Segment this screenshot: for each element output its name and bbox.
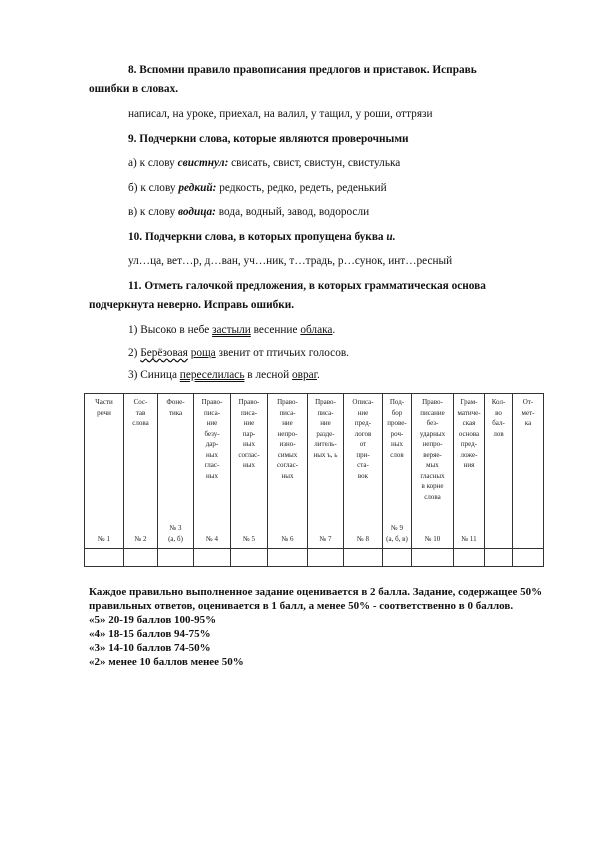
- table-task-number: № 4: [206, 535, 218, 543]
- table-task-number: № 3 (а, б): [168, 524, 183, 543]
- table-task-number: № 8: [357, 535, 369, 543]
- table-header-unstressed-vowels: Право- писа- ние безу- дар- ных глас- ных: [201, 398, 223, 480]
- s1-predicate: застыли: [212, 324, 251, 336]
- table-task-number: № 5: [243, 535, 255, 543]
- grading-line-4: «4» 18-15 баллов 94-75%: [89, 628, 211, 640]
- table-task-number: № 2: [134, 535, 147, 543]
- table-header-unverifiable-vowels: Право- писание без- ударных непро- веряе- мых гласных в корне слова: [419, 398, 446, 501]
- task9-b-prefix: б) к слову: [128, 182, 179, 194]
- table-header-parts-of-speech: Части речи: [95, 398, 113, 417]
- s3-part-a: 3) Синица: [128, 369, 180, 381]
- grading-line-6: «2» менее 10 баллов менее 50%: [89, 656, 244, 668]
- table-header-prepositions-prefixes: Описа- ние пред- логов от при- ста- вок: [352, 398, 374, 480]
- table-task-number: № 11: [461, 535, 477, 543]
- task10-heading: [128, 231, 396, 244]
- table-task-number: № 10: [424, 535, 441, 543]
- grading-line-5: «3» 14-10 баллов 74-50%: [89, 642, 211, 654]
- table-header-paired-consonants: Право- писа- ние пар- ных соглас- ных: [238, 398, 260, 469]
- task9-a-word: свистнул:: [177, 157, 229, 169]
- table-header-grammatical-basis: Грам- матиче- ская основа пред- ложе- ния: [457, 398, 481, 469]
- grading-line-3: «5» 20-19 баллов 100-95%: [89, 614, 217, 626]
- task11-heading-line1: 11. Отметь галочкой предложения, в которых грамматическая основа: [128, 280, 486, 292]
- task11-sentence-3: [128, 369, 320, 382]
- task11-heading-line2: подчеркнута неверно. Исправь ошибки.: [89, 299, 295, 311]
- table-header-word-structure: Сос- тав слова: [132, 398, 149, 427]
- task9-b-rest: редкость, редко, редеть, реденький: [216, 182, 387, 194]
- s2-attribute: Берёзовая: [140, 347, 188, 359]
- s1-part-e: .: [332, 324, 336, 336]
- s3-part-e: .: [316, 369, 320, 381]
- s3-predicate: переселилась: [179, 369, 245, 381]
- task9-heading: 9. Подчеркни слова, которые являются проверочными: [128, 133, 409, 145]
- s3-object: овраг: [291, 369, 317, 381]
- task10-heading-text: 10. Подчеркни слова, в которых пропущена буква: [128, 231, 387, 243]
- table-header-silent-consonants: Право- писа- ние непро- изно- симых соглас- ных: [276, 398, 299, 480]
- task8-words: написал, на уроке, приехал, на валил, у тащил, у роши, оттрязи: [128, 108, 433, 120]
- table-task-number: № 7: [319, 535, 332, 543]
- s2-part-e: звенит от птичьих голосов.: [215, 347, 350, 359]
- grading-line-2: правильных ответов, оценивается в 1 балл, а менее 50% - соответственно в 0 баллов.: [89, 600, 514, 612]
- task10-words: ул…ца, вет…р, д…ван, уч…ник, т…традь, р…сунок, инт…ресный: [128, 255, 453, 267]
- task9-c-prefix: в) к слову: [128, 206, 178, 218]
- task11-sentence-1: [128, 324, 335, 337]
- task9-item-c: [128, 206, 369, 219]
- task11-sentence-2: [128, 347, 349, 360]
- s1-part-c: весенние: [250, 324, 301, 336]
- table-header-check-words: Под- бор прове- роч- ных слов: [387, 398, 407, 459]
- task9-a-prefix: а) к слову: [128, 157, 178, 169]
- table-header-grade: От- мет- ка: [521, 398, 535, 427]
- task9-item-a: [128, 157, 400, 170]
- s2-part-a: 2): [128, 347, 141, 359]
- s1-part-a: 1) Высоко в небе: [128, 324, 213, 336]
- task9-item-b: [128, 182, 387, 195]
- s3-part-c: в лесной: [244, 369, 292, 381]
- task9-b-word: редкий:: [178, 182, 217, 194]
- task9-c-word: водица:: [177, 206, 216, 218]
- task10-heading-letter: и.: [386, 231, 396, 243]
- table-task-number: № 9 (а, б, в): [386, 524, 408, 543]
- task8-heading-line2: ошибки в словах.: [89, 83, 179, 95]
- s2-subject: роща: [190, 347, 216, 359]
- task9-c-rest: вода, водный, завод, водоросли: [215, 206, 370, 218]
- table-header-phonetics: Фоне- тика: [166, 398, 185, 417]
- table-task-number: № 1: [98, 535, 110, 543]
- table-header-separating-signs: Право- писа- ние разде- литель- ных ъ, ь: [313, 398, 338, 459]
- task9-a-rest: свисать, свист, свистун, свистулька: [228, 157, 401, 169]
- task8-heading-line1: 8. Вспомни правило правописания предлогов и приставок. Исправь: [128, 64, 477, 76]
- table-header-points: Кол- во бал- лов: [491, 398, 506, 438]
- table-task-number: № 6: [281, 535, 294, 543]
- results-table: [84, 393, 544, 567]
- s1-subject: облака: [300, 324, 333, 336]
- grading-line-1: Каждое правильно выполненное задание оценивается в 2 балла. Задание, содержащее 50%: [89, 586, 543, 598]
